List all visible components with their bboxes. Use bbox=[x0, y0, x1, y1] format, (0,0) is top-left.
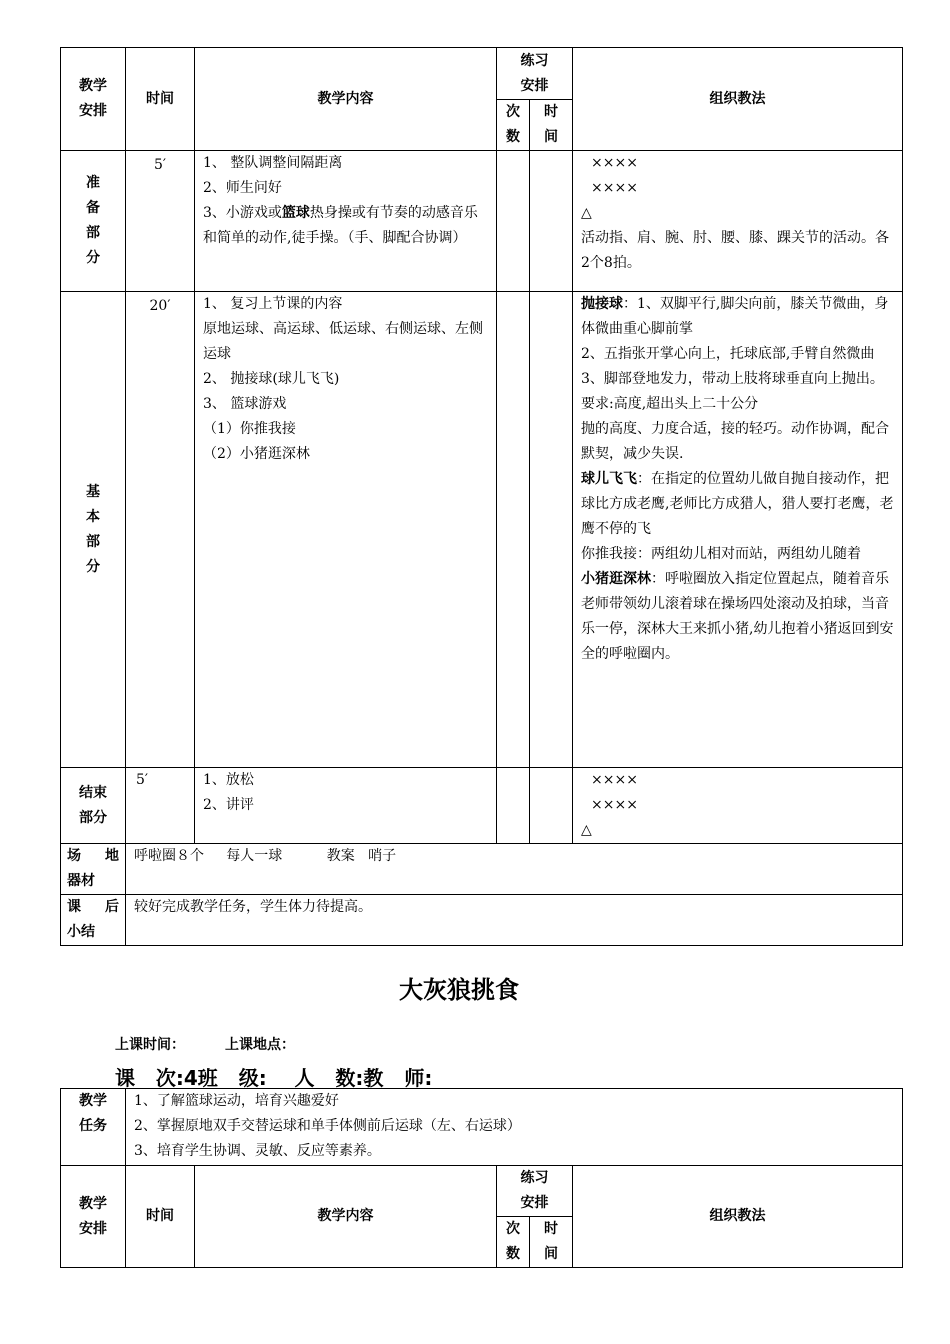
section-end-label: 结束 部分 bbox=[61, 768, 126, 844]
teacher-mark: △ bbox=[581, 822, 592, 838]
header-arrangement: 教学 安排 bbox=[61, 1166, 126, 1268]
basic-count bbox=[497, 292, 530, 768]
header-count: 次 数 bbox=[497, 100, 530, 151]
method-piglet: 小猪逛深林：呼啦圈放入指定位置起点，随着音乐老师带领幼儿滚着球在操场四处滚动及拍球，当音乐一停，深林大王来抓小猪,幼儿抱着小猪返回到安全的呼啦圈内。 bbox=[581, 571, 894, 662]
lesson2-table bbox=[60, 1088, 903, 1268]
section-prep-label: 准 备 部 分 bbox=[61, 151, 126, 292]
task-label: 教学 任务 bbox=[61, 1089, 126, 1166]
header-time: 时间 bbox=[126, 48, 195, 151]
basic-item: 2、 抛接球(球儿飞飞) bbox=[203, 371, 340, 387]
basic-ptime bbox=[530, 292, 573, 768]
end-ptime bbox=[530, 768, 573, 844]
basic-item: 1、 复习上节课的内容 bbox=[203, 296, 343, 312]
task-item: 2、掌握原地双手交替运球和单手体侧前后运球（左、右运球） bbox=[134, 1118, 521, 1134]
header-count: 次 数 bbox=[497, 1217, 530, 1268]
end-method bbox=[573, 768, 903, 844]
basic-item: （1）你推我接 bbox=[203, 421, 296, 437]
header-content: 教学内容 bbox=[195, 1166, 497, 1268]
prep-item: 3、小游戏或篮球热身操或有节奏的动感音乐和简单的动作,徒手操。（手、脚配合协调） bbox=[203, 205, 478, 246]
task-item: 3、培育学生协调、灵敏、反应等素养。 bbox=[134, 1143, 381, 1159]
formation-row: ×××× bbox=[591, 180, 638, 196]
header-method: 组织教法 bbox=[573, 48, 903, 151]
method-note: 抛的高度、力度合适，接的轻巧。动作协调，配合默契，减少失误. bbox=[581, 421, 889, 462]
header-content: 教学内容 bbox=[195, 48, 497, 151]
end-content bbox=[195, 768, 497, 844]
prep-method bbox=[573, 151, 903, 292]
prep-ptime bbox=[530, 151, 573, 292]
method-push-catch: 你推我接：两组幼儿相对而站，两组幼儿随着 bbox=[581, 546, 861, 562]
end-time: 5′ bbox=[126, 768, 195, 844]
header-ptime: 时 间 bbox=[530, 100, 573, 151]
formation-row: ×××× bbox=[591, 797, 638, 813]
method-ball-fly: 球儿飞飞：在指定的位置幼儿做自抛自接动作，把球比方成老鹰,老师比方成猎人，猎人要打老鹰，老鹰不停的飞 bbox=[581, 471, 894, 537]
basic-item: （2）小猪逛深林 bbox=[203, 446, 310, 462]
prep-item: 1、 整队调整间隔距离 bbox=[203, 155, 343, 171]
prep-method-text: 活动指、肩、腕、肘、腰、膝、踝关节的活动。各2个8拍。 bbox=[581, 230, 889, 271]
header-arrangement: 教学 安排 bbox=[61, 48, 126, 151]
summary-text: 较好完成教学任务，学生体力待提高。 bbox=[126, 895, 903, 946]
end-item: 2、讲评 bbox=[203, 797, 254, 813]
formation-row: ×××× bbox=[591, 772, 638, 788]
prep-time: 5′ bbox=[126, 151, 195, 292]
summary-label: 课 后 小结 bbox=[61, 895, 126, 946]
basic-method bbox=[573, 292, 903, 768]
prep-count bbox=[497, 151, 530, 292]
prep-content bbox=[195, 151, 497, 292]
basic-content bbox=[195, 292, 497, 768]
basic-item: 3、 篮球游戏 bbox=[203, 396, 287, 412]
basic-item: 原地运球、高运球、低运球、右侧运球、左侧运球 bbox=[203, 321, 483, 362]
method-requirement: 要求:高度,超出头上二十公分 bbox=[581, 396, 759, 412]
lesson2-meta-info: 课 次:4班 级: 人 数:教 师: bbox=[115, 1066, 433, 1090]
lesson2-title: 大灰狼挑食 bbox=[399, 976, 519, 1004]
end-item: 1、放松 bbox=[203, 772, 254, 788]
formation-row: ×××× bbox=[591, 155, 638, 171]
end-count bbox=[497, 768, 530, 844]
lesson-plan-table bbox=[60, 47, 903, 946]
section-basic-label: 基 本 部 分 bbox=[61, 292, 126, 768]
method-step: 2、五指张开掌心向上，托球底部,手臂自然微曲 bbox=[581, 346, 875, 362]
teacher-mark: △ bbox=[581, 205, 592, 221]
header-practice: 练习 安排 bbox=[497, 1166, 573, 1217]
lesson2-meta-time-place bbox=[115, 1034, 335, 1054]
task-list bbox=[126, 1089, 903, 1166]
equipment-text: 呼啦圈８个 每人一球 教案 哨子 bbox=[126, 844, 903, 895]
header-time: 时间 bbox=[126, 1166, 195, 1268]
header-method: 组织教法 bbox=[573, 1166, 903, 1268]
header-ptime: 时 间 bbox=[530, 1217, 573, 1268]
equipment-label: 场 地 器材 bbox=[61, 844, 126, 895]
method-throw-catch: 抛接球：1、双脚平行,脚尖向前，膝关节微曲，身体微曲重心脚前掌 bbox=[581, 296, 889, 337]
task-item: 1、了解篮球运动，培育兴趣爱好 bbox=[134, 1093, 339, 1109]
class-time-label: 上课时间： bbox=[115, 1037, 185, 1053]
class-place-label: 上课地点： bbox=[225, 1037, 295, 1053]
method-step: 3、脚部登地发力，带动上肢将球垂直向上抛出。 bbox=[581, 371, 884, 387]
prep-item: 2、师生问好 bbox=[203, 180, 282, 196]
basic-time: 20′ bbox=[126, 292, 195, 768]
header-practice: 练习 安排 bbox=[497, 48, 573, 100]
